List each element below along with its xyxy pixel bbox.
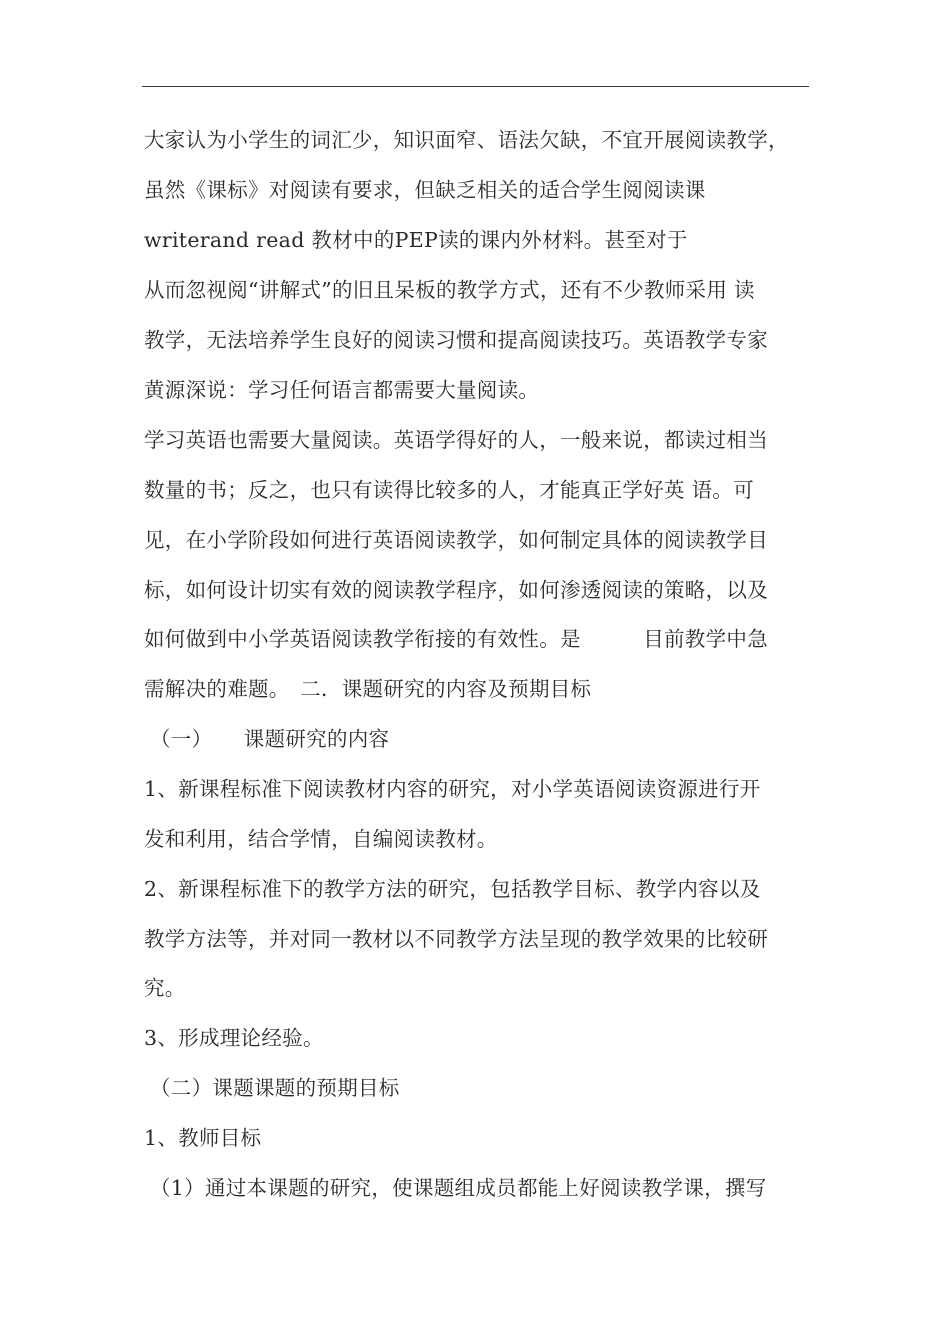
body-line: 如何做到中小学英语阅读教学衔接的有效性。是 目前教学中急 <box>144 627 768 651</box>
body-line: 需解决的难题。 二．课题研究的内容及预期目标 <box>144 677 592 701</box>
body-line: 究。 <box>144 976 186 1000</box>
section-heading: （一） 课题研究的内容 <box>150 727 390 751</box>
body-line: 教学方法等，并对同一教材以不同教学方法呈现的教学效果的比较研 <box>144 927 768 951</box>
body-line: 从而忽视阅“讲解式”的旧且呆板的教学方式，还有不少教师采用 读 <box>144 278 755 302</box>
body-line: 黄源深说：学习任何语言都需要大量阅读。 <box>144 378 540 402</box>
body-line: 见，在小学阶段如何进行英语阅读教学，如何制定具体的阅读教学目 <box>144 528 768 552</box>
body-line: （1）通过本课题的研究，使课题组成员都能上好阅读教学课，撰写 <box>150 1176 767 1200</box>
body-line: 2、新课程标准下的教学方法的研究，包括教学目标、教学内容以及 <box>144 877 761 901</box>
body-line: 标，如何设计切实有效的阅读教学程序，如何渗透阅读的策略，以及 <box>144 578 768 602</box>
body-line: 数量的书；反之，也只有读得比较多的人，才能真正学好英 语。可 <box>144 478 755 502</box>
body-line: 教学，无法培养学生良好的阅读习惯和提高阅读技巧。英语教学专家 <box>144 328 768 352</box>
body-line: writerand read 教材中的PEP读的课内外材料。甚至对于 <box>144 228 688 252</box>
body-line: 学习英语也需要大量阅读。英语学得好的人，一般来说，都读过相当 <box>144 428 768 452</box>
header-rule <box>142 86 809 87</box>
body-line: 虽然《课标》对阅读有要求，但缺乏相关的适合学生阅阅读课 <box>144 178 706 202</box>
body-line: 大家认为小学生的词汇少，知识面窄、语法欠缺，不宜开展阅读教学， <box>144 128 789 152</box>
body-line: 发和利用，结合学情，自编阅读教材。 <box>144 827 498 851</box>
section-heading: （二）课题课题的预期目标 <box>150 1076 400 1100</box>
body-line: 1、新课程标准下阅读教材内容的研究，对小学英语阅读资源进行开 <box>144 777 761 801</box>
body-line: 3、形成理论经验。 <box>144 1026 324 1050</box>
body-line: 1、教师目标 <box>144 1126 262 1150</box>
